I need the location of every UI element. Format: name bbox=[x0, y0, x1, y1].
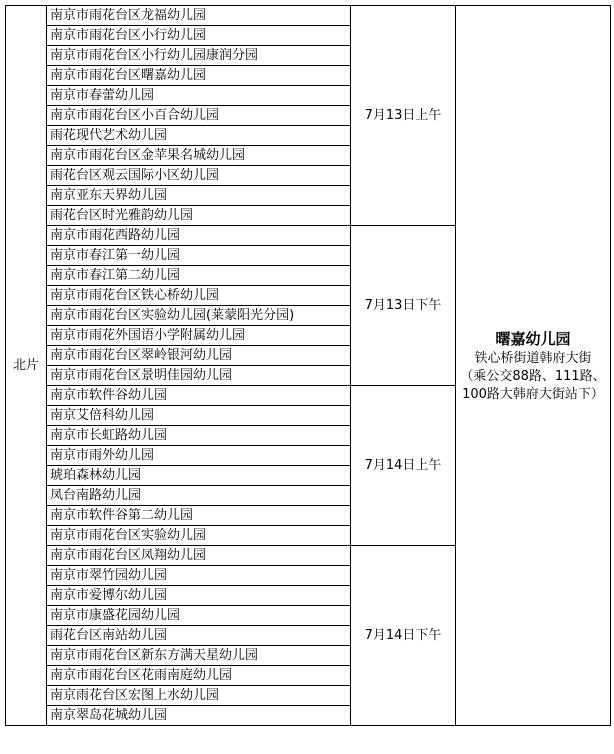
school-name-cell: 南京市雨花台区新东方满天星幼儿园 bbox=[47, 646, 351, 666]
school-name-cell: 南京市软件谷第二幼儿园 bbox=[47, 506, 351, 526]
schedule-body bbox=[6, 6, 611, 726]
school-name-cell: 南京市长虹路幼儿园 bbox=[47, 426, 351, 446]
school-name-cell: 南京市雨花台区景明佳园幼儿园 bbox=[47, 366, 351, 386]
venue-address: 铁心桥街道韩府大街 bbox=[474, 350, 592, 366]
venue-name: 曙嘉幼儿园 bbox=[495, 329, 571, 348]
region-cell: 北片 bbox=[6, 6, 47, 726]
school-name-cell: 南京市雨花台区铁心桥幼儿园 bbox=[47, 286, 351, 306]
venue-route-line1: （乘公交88路、111路、 bbox=[460, 368, 606, 384]
school-name-cell: 南京市春江第二幼儿园 bbox=[47, 266, 351, 286]
school-name-cell: 南京市雨外幼儿园 bbox=[47, 446, 351, 466]
school-name-cell: 南京市雨花外国语小学附属幼儿园 bbox=[47, 326, 351, 346]
school-name-cell: 南京市雨花台区金苹果名城幼儿园 bbox=[47, 146, 351, 166]
school-name-cell: 南京市雨花台区小行幼儿园康润分园 bbox=[47, 46, 351, 66]
table-row bbox=[6, 6, 611, 26]
school-name-cell: 南京雨花台区宏图上水幼儿园 bbox=[47, 686, 351, 706]
school-name-cell: 琥珀森林幼儿园 bbox=[47, 466, 351, 486]
school-name-cell: 南京翠岛花城幼儿园 bbox=[47, 706, 351, 726]
school-name-cell: 南京市翠竹园幼儿园 bbox=[47, 566, 351, 586]
school-name-cell: 雨花台区南站幼儿园 bbox=[47, 626, 351, 646]
school-name-cell: 南京市雨花台区翠岭银河幼儿园 bbox=[47, 346, 351, 366]
school-name-cell: 南京市康盛花园幼儿园 bbox=[47, 606, 351, 626]
school-name-cell: 南京市雨花台区曙嘉幼儿园 bbox=[47, 66, 351, 86]
school-name-cell: 南京市雨花台区小百合幼儿园 bbox=[47, 106, 351, 126]
school-name-cell: 雨花台区观云国际小区幼儿园 bbox=[47, 166, 351, 186]
venue-cell bbox=[456, 6, 611, 726]
school-name-cell: 南京亚东天界幼儿园 bbox=[47, 186, 351, 206]
school-name-cell: 南京市雨花台区实验幼儿园 bbox=[47, 526, 351, 546]
schedule-table bbox=[5, 5, 611, 726]
venue-route-line2: 100路大韩府大街站下） bbox=[462, 386, 604, 402]
school-name-cell: 南京市爱博尔幼儿园 bbox=[47, 586, 351, 606]
school-name-cell: 南京艾倍科幼儿园 bbox=[47, 406, 351, 426]
school-name-cell: 南京市雨花西路幼儿园 bbox=[47, 226, 351, 246]
time-slot-cell: 7月14日下午 bbox=[351, 546, 456, 726]
school-name-cell: 雨花台区时光雅韵幼儿园 bbox=[47, 206, 351, 226]
school-name-cell: 南京市雨花台区小行幼儿园 bbox=[47, 26, 351, 46]
school-name-cell: 南京市春蕾幼儿园 bbox=[47, 86, 351, 106]
school-name-cell: 南京市雨花台区花雨南庭幼儿园 bbox=[47, 666, 351, 686]
time-slot-cell: 7月13日上午 bbox=[351, 6, 456, 226]
school-name-cell: 雨花现代艺术幼儿园 bbox=[47, 126, 351, 146]
school-name-cell: 南京市软件谷幼儿园 bbox=[47, 386, 351, 406]
time-slot-cell: 7月14日上午 bbox=[351, 386, 456, 546]
school-name-cell: 南京市雨花台区龙福幼儿园 bbox=[47, 6, 351, 26]
school-name-cell: 南京市雨花台区实验幼儿园(莱蒙阳光分园) bbox=[47, 306, 351, 326]
school-name-cell: 南京市春江第一幼儿园 bbox=[47, 246, 351, 266]
school-name-cell: 南京市雨花台区凤翔幼儿园 bbox=[47, 546, 351, 566]
time-slot-cell: 7月13日下午 bbox=[351, 226, 456, 386]
school-name-cell: 凤台南路幼儿园 bbox=[47, 486, 351, 506]
